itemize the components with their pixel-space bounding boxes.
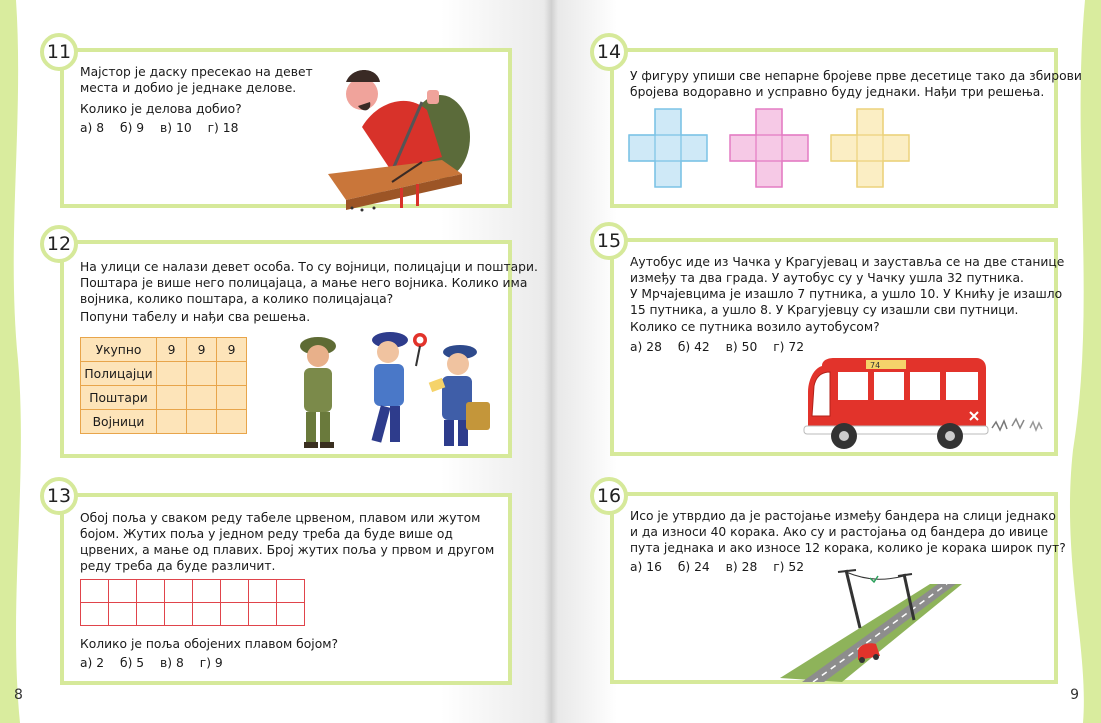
table-row-label: Поштари	[81, 386, 157, 410]
task-15-line-3: У Мрчајевцима је изашло 7 путника, а ушло 10. У Книћу је изашло	[630, 287, 1063, 301]
task-15-line-2: између та два града. У аутобус су у Чачку ушла 32 путника.	[630, 271, 1024, 285]
table-cell[interactable]	[217, 410, 247, 434]
table-row-police	[81, 362, 247, 386]
grid-cell[interactable]	[165, 603, 193, 626]
task-13-answers	[80, 656, 235, 670]
carpenter-sawing-board-illustration	[322, 62, 472, 214]
table-row-label: Војници	[81, 410, 157, 434]
table-cell[interactable]	[157, 386, 187, 410]
grid-cell[interactable]	[193, 603, 221, 626]
right-side-wave-decoration	[1059, 0, 1101, 723]
grid-cell[interactable]	[109, 603, 137, 626]
table-row-label: Полицајци	[81, 362, 157, 386]
left-side-wave-decoration	[0, 0, 28, 723]
task-12-line-3: војника, колико поштара, а колико полицајаца?	[80, 292, 394, 306]
grid-cell[interactable]	[277, 580, 305, 603]
grid-cell[interactable]	[137, 580, 165, 603]
task-15-answer-b: б) 42	[677, 340, 710, 354]
grid-cell[interactable]	[109, 580, 137, 603]
grid-cell[interactable]	[277, 603, 305, 626]
table-cell[interactable]: 9	[187, 338, 217, 362]
task-13-text	[80, 510, 494, 574]
grid-cell[interactable]	[221, 603, 249, 626]
task-13-line-1: Обој поља у сваком реду табеле црвеном, плавом или жутом	[80, 511, 481, 525]
task-16-answer-a: а) 16	[630, 560, 662, 574]
grid-row	[81, 580, 305, 603]
grid-cell[interactable]	[81, 603, 109, 626]
task-13-answer-b: б) 5	[120, 656, 145, 670]
task-16-answer-d: г) 52	[773, 560, 805, 574]
task-11-answer-b: б) 9	[120, 121, 145, 135]
bus-route-sign: 74	[870, 361, 881, 370]
page-number-right: 9	[1070, 687, 1079, 703]
plus-figure-icon	[729, 108, 809, 188]
task-16-line-2: и да износи 40 корака. Ако су и растојања од бандера до ивице	[630, 525, 1049, 539]
table-row-soldiers	[81, 410, 247, 434]
task-12-line-1: На улици се налази девет особа. То су војници, полицајци и поштари.	[80, 260, 538, 274]
task-11-number: 11	[40, 33, 78, 71]
table-cell[interactable]	[157, 410, 187, 434]
task-16-answer-c: в) 28	[725, 560, 758, 574]
grid-cell[interactable]	[165, 580, 193, 603]
grid-cell[interactable]	[249, 580, 277, 603]
task-14-number: 14	[590, 33, 628, 71]
table-cell[interactable]	[187, 362, 217, 386]
task-13-line-2: бојом. Жутих поља у једном реду треба да буде више од	[80, 527, 453, 541]
task-15-answer-a: а) 28	[630, 340, 662, 354]
task-16-line-3: пута једнака и ако износе 12 корака, колико је корака широк пут?	[630, 541, 1066, 555]
task-11-answer-c: в) 10	[160, 121, 192, 135]
page-number-left: 8	[14, 687, 23, 703]
task-11-line-2: места и добио је једнаке делове.	[80, 81, 297, 95]
task-13-answer-d: г) 9	[199, 656, 223, 670]
table-cell[interactable]: 9	[157, 338, 187, 362]
book-gutter	[544, 0, 558, 723]
table-row-label: Укупно	[81, 338, 157, 362]
task-12-instruction: Попуни табелу и нађи сва решења.	[80, 310, 311, 324]
plus-figure-icon	[628, 108, 708, 188]
table-cell[interactable]: 9	[217, 338, 247, 362]
task-13-question: Колико је поља обојених плавом бојом?	[80, 637, 339, 651]
task-13-number: 13	[40, 477, 78, 515]
grid-cell[interactable]	[249, 603, 277, 626]
task-13-line-4: реду треба да буде различит.	[80, 559, 276, 573]
task-15-question: Колико се путника возило аутобусом?	[630, 320, 880, 334]
task-16-number: 16	[590, 477, 628, 515]
task-12-line-2: Поштара је више него полицајаца, а мање него војника. Колико има	[80, 276, 528, 290]
grid-cell[interactable]	[221, 580, 249, 603]
bus-exhaust-smoke-icon	[988, 412, 1052, 442]
table-row-postmen	[81, 386, 247, 410]
task-12-table	[80, 337, 247, 434]
task-16-text	[630, 508, 1066, 556]
task-15-number: 15	[590, 222, 628, 260]
red-bus-illustration	[800, 356, 990, 454]
table-cell[interactable]	[187, 386, 217, 410]
task-12-number: 12	[40, 225, 78, 263]
task-12-text	[80, 259, 538, 307]
task-11-answer-a: а) 8	[80, 121, 105, 135]
task-14-line-1: У фигуру упиши све непарне бројеве прве десетице тако да збирови	[630, 69, 1082, 83]
task-13-color-grid	[80, 579, 305, 626]
plus-figure-icon	[830, 108, 910, 188]
table-cell[interactable]	[187, 410, 217, 434]
task-15-line-1: Аутобус иде из Чачка у Крагујевац и зауставља се на две станице	[630, 255, 1065, 269]
table-row-total	[81, 338, 247, 362]
task-14-line-2: бројева водоравно и усправно буду једнаки. Нађи три решења.	[630, 85, 1045, 99]
task-11-line-1: Мајстор је даску пресекао на девет	[80, 65, 313, 79]
grid-row	[81, 603, 305, 626]
task-11-answers	[80, 121, 250, 135]
task-11-text	[80, 64, 313, 96]
task-15-text	[630, 254, 1064, 318]
table-cell[interactable]	[157, 362, 187, 386]
table-cell[interactable]	[217, 386, 247, 410]
task-15-answer-d: г) 72	[773, 340, 805, 354]
task-13-line-3: црвених, а мање од плавих. Број жутих поља у првом и другом	[80, 543, 495, 557]
grid-cell[interactable]	[81, 580, 109, 603]
soldier-police-postman-illustration	[290, 326, 500, 452]
task-14-text	[630, 68, 1082, 100]
task-16-line-1: Исо је утврдио да је растојање између бандера на слици једнако	[630, 509, 1056, 523]
task-15-answer-c: в) 50	[725, 340, 758, 354]
table-cell[interactable]	[217, 362, 247, 386]
task-13-answer-a: а) 2	[80, 656, 105, 670]
road-with-poles-illustration	[780, 560, 980, 682]
task-15-answers	[630, 340, 816, 354]
grid-cell[interactable]	[193, 580, 221, 603]
task-11-question: Колико је делова добио?	[80, 102, 242, 116]
task-16-answer-b: б) 24	[677, 560, 710, 574]
task-13-answer-c: в) 8	[160, 656, 184, 670]
task-15-line-4: 15 путника, а ушло 8. У Крагујевцу су изашли сви путници.	[630, 303, 1019, 317]
task-11-answer-d: г) 18	[207, 121, 239, 135]
grid-cell[interactable]	[137, 603, 165, 626]
